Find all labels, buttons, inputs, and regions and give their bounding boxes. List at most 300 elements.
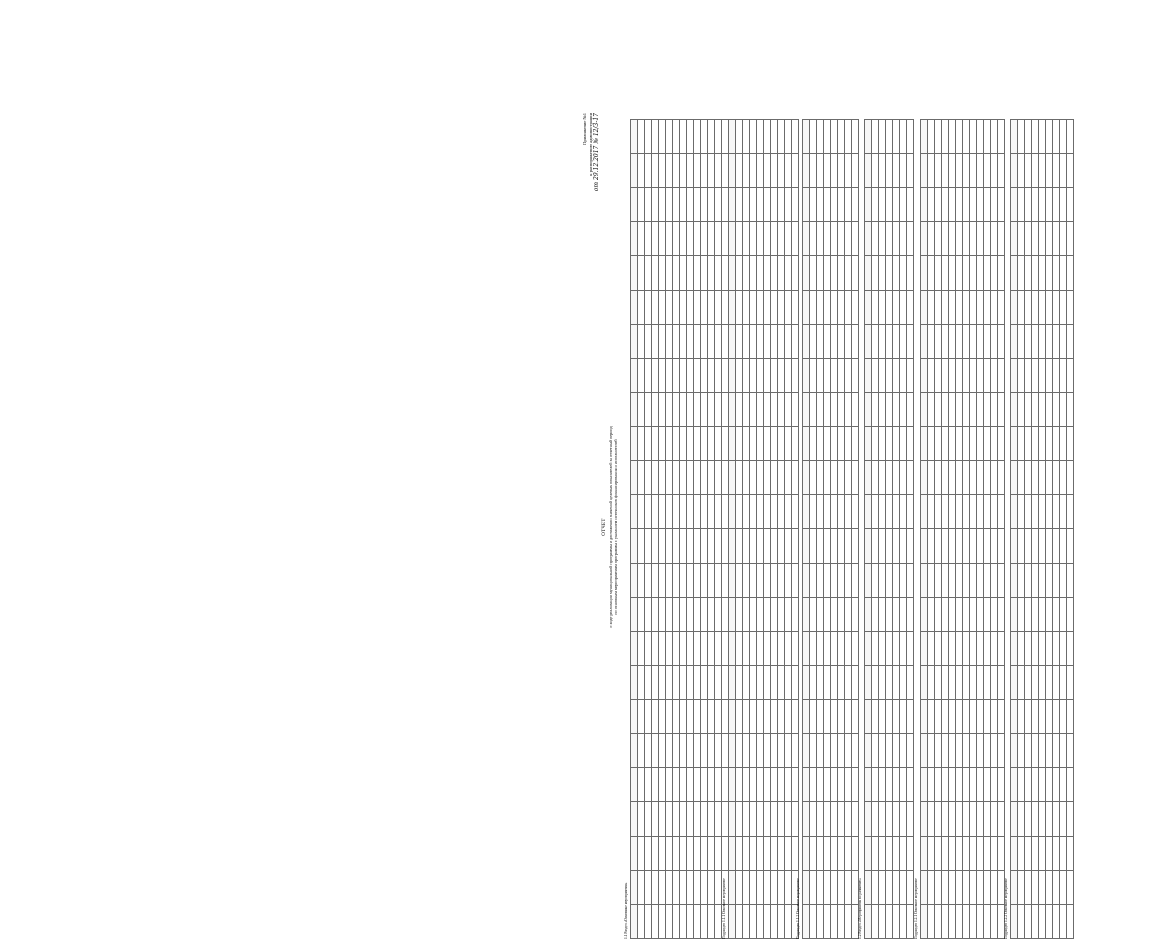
- table-cell: [886, 700, 893, 734]
- table-cell: [872, 188, 879, 222]
- table-cell: [687, 597, 694, 631]
- table-cell: [694, 563, 701, 597]
- table-cell: [785, 563, 792, 597]
- table-cell: [694, 222, 701, 256]
- table-cell: [838, 290, 845, 324]
- table-cell: [886, 461, 893, 495]
- table-cell: [715, 529, 722, 563]
- table-cell: [757, 802, 764, 836]
- table-cell: [817, 529, 824, 563]
- table-cell: [852, 120, 859, 154]
- table-cell: [764, 154, 771, 188]
- table-cell: [803, 495, 810, 529]
- table-cell: [680, 870, 687, 904]
- table-cell: [935, 666, 942, 700]
- table-cell: [991, 666, 998, 700]
- table-cell: [886, 427, 893, 461]
- table-cell: [708, 222, 715, 256]
- table-cell: [852, 358, 859, 392]
- table-cell: [1039, 154, 1046, 188]
- table-cell: [928, 529, 935, 563]
- table-cell: [659, 904, 666, 938]
- table-cell: [956, 393, 963, 427]
- table-cell: [824, 290, 831, 324]
- table-cell: [680, 597, 687, 631]
- table-cell: [865, 120, 872, 154]
- table-cell: [872, 154, 879, 188]
- table-cell: [701, 802, 708, 836]
- table-cell: [743, 358, 750, 392]
- table-cell: [680, 836, 687, 870]
- table-cell: [879, 700, 886, 734]
- table-cell: [935, 529, 942, 563]
- table-cell: [687, 324, 694, 358]
- table-cell: [942, 597, 949, 631]
- table-cell: [652, 529, 659, 563]
- table-cell: [935, 222, 942, 256]
- table-cell: [687, 256, 694, 290]
- table-row: [1025, 120, 1032, 939]
- table-cell: [729, 256, 736, 290]
- table-cell: [694, 290, 701, 324]
- table-cell: [921, 427, 928, 461]
- table-cell: [631, 870, 638, 904]
- table-cell: [1032, 495, 1039, 529]
- table-cell: [838, 222, 845, 256]
- table-cell: [984, 495, 991, 529]
- table-cell: [963, 358, 970, 392]
- table-cell: [872, 324, 879, 358]
- table-cell: [666, 768, 673, 802]
- table-cell: [949, 188, 956, 222]
- table-cell: [935, 597, 942, 631]
- table-cell: [638, 495, 645, 529]
- table-cell: [817, 666, 824, 700]
- table-cell: [750, 631, 757, 665]
- table-cell: [729, 358, 736, 392]
- table-cell: [1067, 563, 1074, 597]
- table-cell: [963, 188, 970, 222]
- table-cell: [893, 324, 900, 358]
- table-cell: [852, 666, 859, 700]
- table-cell: [865, 222, 872, 256]
- table-cell: [694, 461, 701, 495]
- table-cell: [970, 290, 977, 324]
- table-cell: [831, 290, 838, 324]
- table-cell: [785, 768, 792, 802]
- table-cell: [893, 563, 900, 597]
- table-cell: [736, 734, 743, 768]
- table-cell: [817, 495, 824, 529]
- table-cell: [907, 836, 914, 870]
- table-cell: [792, 836, 799, 870]
- table-cell: [949, 597, 956, 631]
- table-cell: [1025, 120, 1032, 154]
- table-cell: [764, 734, 771, 768]
- table-cell: [659, 427, 666, 461]
- table-cell: [666, 495, 673, 529]
- table-cell: [792, 188, 799, 222]
- table-cell: [831, 768, 838, 802]
- table-cell: [963, 870, 970, 904]
- table-cell: [694, 529, 701, 563]
- table-cell: [715, 904, 722, 938]
- table-cell: [750, 597, 757, 631]
- table-cell: [715, 597, 722, 631]
- table-cell: [984, 290, 991, 324]
- table-cell: [803, 188, 810, 222]
- table-cell: [1018, 631, 1025, 665]
- table-cell: [694, 734, 701, 768]
- table-cell: [1039, 563, 1046, 597]
- table-cell: [977, 495, 984, 529]
- table-cell: [991, 256, 998, 290]
- table-cell: [736, 768, 743, 802]
- table-cell: [998, 188, 1005, 222]
- table-cell: [998, 734, 1005, 768]
- table-cell: [673, 904, 680, 938]
- table-row: [729, 120, 736, 939]
- table-cell: [729, 631, 736, 665]
- table-cell: [998, 700, 1005, 734]
- table-cell: [631, 256, 638, 290]
- table-cell: [792, 768, 799, 802]
- table-cell: [817, 734, 824, 768]
- table-cell: [831, 256, 838, 290]
- table-cell: [928, 734, 935, 768]
- table-cell: [1025, 734, 1032, 768]
- table-cell: [638, 120, 645, 154]
- table-cell: [928, 222, 935, 256]
- table-cell: [652, 700, 659, 734]
- table-cell: [928, 870, 935, 904]
- table-cell: [1053, 700, 1060, 734]
- table-cell: [900, 188, 907, 222]
- table-row: [977, 120, 984, 939]
- table-cell: [956, 154, 963, 188]
- report-title-main: ОТЧЕТ: [602, 518, 607, 536]
- table-cell: [949, 256, 956, 290]
- table-cell: [666, 393, 673, 427]
- table-cell: [907, 256, 914, 290]
- table-cell: [921, 597, 928, 631]
- table-cell: [956, 256, 963, 290]
- table-cell: [659, 324, 666, 358]
- table-cell: [831, 597, 838, 631]
- table-cell: [838, 120, 845, 154]
- table-cell: [631, 154, 638, 188]
- table-cell: [652, 120, 659, 154]
- table-cell: [845, 563, 852, 597]
- table-row: [893, 120, 900, 939]
- table-cell: [1011, 427, 1018, 461]
- table-cell: [810, 870, 817, 904]
- table-cell: [893, 290, 900, 324]
- table-cell: [942, 393, 949, 427]
- table-cell: [673, 870, 680, 904]
- table-cell: [1018, 256, 1025, 290]
- table-cell: [817, 120, 824, 154]
- table-cell: [845, 802, 852, 836]
- table-cell: [817, 700, 824, 734]
- table-cell: [792, 324, 799, 358]
- table-cell: [694, 802, 701, 836]
- table-cell: [1060, 700, 1067, 734]
- table-cell: [687, 290, 694, 324]
- table-cell: [935, 358, 942, 392]
- table-cell: [845, 120, 852, 154]
- table-row: [1018, 120, 1025, 939]
- table-cell: [949, 631, 956, 665]
- table-cell: [893, 597, 900, 631]
- table-cell: [757, 188, 764, 222]
- table-cell: [942, 324, 949, 358]
- table-cell: [879, 529, 886, 563]
- table-cell: [743, 256, 750, 290]
- table-cell: [824, 904, 831, 938]
- table-cell: [824, 495, 831, 529]
- table-cell: [701, 700, 708, 734]
- table-row: [764, 120, 771, 939]
- table-cell: [666, 358, 673, 392]
- table-row: [631, 120, 638, 939]
- table-cell: [694, 597, 701, 631]
- table-cell: [977, 120, 984, 154]
- table-cell: [666, 290, 673, 324]
- table-cell: [1067, 188, 1074, 222]
- table-cell: [750, 290, 757, 324]
- table-cell: [680, 461, 687, 495]
- table-cell: [928, 120, 935, 154]
- table-cell: [694, 120, 701, 154]
- table-cell: [984, 734, 991, 768]
- table-cell: [1060, 529, 1067, 563]
- table-cell: [736, 154, 743, 188]
- table-cell: [907, 324, 914, 358]
- table-cell: [803, 631, 810, 665]
- table-cell: [631, 222, 638, 256]
- table-cell: [865, 393, 872, 427]
- table-cell: [970, 324, 977, 358]
- table-cell: [886, 666, 893, 700]
- table-cell: [1039, 120, 1046, 154]
- table-cell: [785, 154, 792, 188]
- table-cell: [852, 734, 859, 768]
- table-cell: [921, 495, 928, 529]
- table-cell: [845, 154, 852, 188]
- table-cell: [1039, 427, 1046, 461]
- table-cell: [1011, 597, 1018, 631]
- table-cell: [701, 358, 708, 392]
- table-cell: [1018, 836, 1025, 870]
- table-cell: [865, 904, 872, 938]
- table-cell: [687, 427, 694, 461]
- table-cell: [701, 597, 708, 631]
- table-cell: [935, 495, 942, 529]
- table-cell: [817, 768, 824, 802]
- table-cell: [715, 870, 722, 904]
- table-cell: [652, 870, 659, 904]
- table-cell: [838, 393, 845, 427]
- table-cell: [900, 597, 907, 631]
- table-cell: [865, 256, 872, 290]
- table-cell: [729, 222, 736, 256]
- table-row: [1011, 120, 1018, 939]
- table-row: [921, 120, 928, 939]
- table-cell: [921, 563, 928, 597]
- table-cell: [872, 256, 879, 290]
- table-cell: [977, 836, 984, 870]
- table-cell: [736, 393, 743, 427]
- table-cell: [680, 666, 687, 700]
- table-cell: [824, 666, 831, 700]
- table-cell: [1025, 188, 1032, 222]
- table-row: [1067, 120, 1074, 939]
- table-cell: [1046, 120, 1053, 154]
- table-cell: [659, 188, 666, 222]
- table-row: [652, 120, 659, 939]
- table-cell: [984, 904, 991, 938]
- table-cell: [792, 666, 799, 700]
- table-cell: [638, 768, 645, 802]
- table-cell: [928, 666, 935, 700]
- table-cell: [631, 427, 638, 461]
- table-cell: [1053, 290, 1060, 324]
- table-cell: [750, 188, 757, 222]
- table-cell: [810, 256, 817, 290]
- table-cell: [831, 154, 838, 188]
- table-cell: [715, 120, 722, 154]
- table-cell: [831, 461, 838, 495]
- table-cell: [907, 802, 914, 836]
- table-cell: [757, 563, 764, 597]
- table-cell: [810, 154, 817, 188]
- table-cell: [824, 188, 831, 222]
- table-cell: [956, 324, 963, 358]
- table-cell: [879, 904, 886, 938]
- table-cell: [977, 154, 984, 188]
- table-cell: [977, 393, 984, 427]
- table-cell: [652, 631, 659, 665]
- table-cell: [785, 358, 792, 392]
- table-cell: [659, 666, 666, 700]
- table-cell: [778, 222, 785, 256]
- table-cell: [708, 870, 715, 904]
- table-cell: [757, 495, 764, 529]
- table-cell: [652, 393, 659, 427]
- table-cell: [666, 256, 673, 290]
- table-cell: [956, 836, 963, 870]
- table-cell: [638, 597, 645, 631]
- table-cell: [792, 529, 799, 563]
- table-cell: [893, 700, 900, 734]
- table-cell: [1060, 768, 1067, 802]
- table-cell: [701, 495, 708, 529]
- appendix-sub: к распоряжению администрации: [588, 113, 593, 176]
- table-row: [900, 120, 907, 939]
- table-cell: [817, 154, 824, 188]
- table-cell: [845, 631, 852, 665]
- table-cell: [831, 529, 838, 563]
- table-cell: [638, 222, 645, 256]
- table-cell: [942, 563, 949, 597]
- table-cell: [708, 597, 715, 631]
- table-cell: [715, 324, 722, 358]
- table-cell: [673, 700, 680, 734]
- table-cell: [810, 461, 817, 495]
- table-cell: [694, 188, 701, 222]
- table-cell: [831, 700, 838, 734]
- table-cell: [879, 597, 886, 631]
- table-cell: [1032, 802, 1039, 836]
- table-cell: [764, 393, 771, 427]
- table-cell: [838, 768, 845, 802]
- table-cell: [757, 597, 764, 631]
- table-cell: [750, 154, 757, 188]
- table-cell: [907, 563, 914, 597]
- table-cell: [715, 734, 722, 768]
- table-cell: [757, 904, 764, 938]
- table-cell: [666, 700, 673, 734]
- table-cell: [1067, 802, 1074, 836]
- table-cell: [1032, 120, 1039, 154]
- table-cell: [1039, 802, 1046, 836]
- table-row: [785, 120, 792, 939]
- table-cell: [970, 427, 977, 461]
- table-cell: [970, 666, 977, 700]
- table-cell: [984, 393, 991, 427]
- table-cell: [824, 870, 831, 904]
- table-cell: [1025, 563, 1032, 597]
- table-cell: [963, 768, 970, 802]
- table-cell: [729, 802, 736, 836]
- table-cell: [757, 631, 764, 665]
- table-cell: [1032, 393, 1039, 427]
- table-cell: [852, 597, 859, 631]
- table-cell: [778, 802, 785, 836]
- table-cell: [803, 290, 810, 324]
- table-cell: [771, 631, 778, 665]
- table-cell: [1067, 768, 1074, 802]
- table-cell: [680, 734, 687, 768]
- table-cell: [729, 154, 736, 188]
- table-cell: [907, 597, 914, 631]
- table-cell: [1060, 120, 1067, 154]
- table-cell: [1060, 802, 1067, 836]
- table-cell: [907, 393, 914, 427]
- table-cell: [659, 768, 666, 802]
- table-cell: [949, 563, 956, 597]
- table-cell: [970, 188, 977, 222]
- table-cell: [963, 290, 970, 324]
- table-row: [803, 120, 810, 939]
- rotated-report-sheet: [580, 107, 1160, 947]
- table-cell: [984, 358, 991, 392]
- table-cell: [1018, 802, 1025, 836]
- table-cell: [757, 836, 764, 870]
- table-cell: [921, 836, 928, 870]
- table-cell: [687, 734, 694, 768]
- table-cell: [900, 700, 907, 734]
- table-cell: [879, 120, 886, 154]
- table-cell: [838, 700, 845, 734]
- table-cell: [949, 870, 956, 904]
- table-cell: [750, 120, 757, 154]
- table-cell: [1039, 700, 1046, 734]
- table-cell: [778, 290, 785, 324]
- table-cell: [743, 768, 750, 802]
- table-cell: [907, 154, 914, 188]
